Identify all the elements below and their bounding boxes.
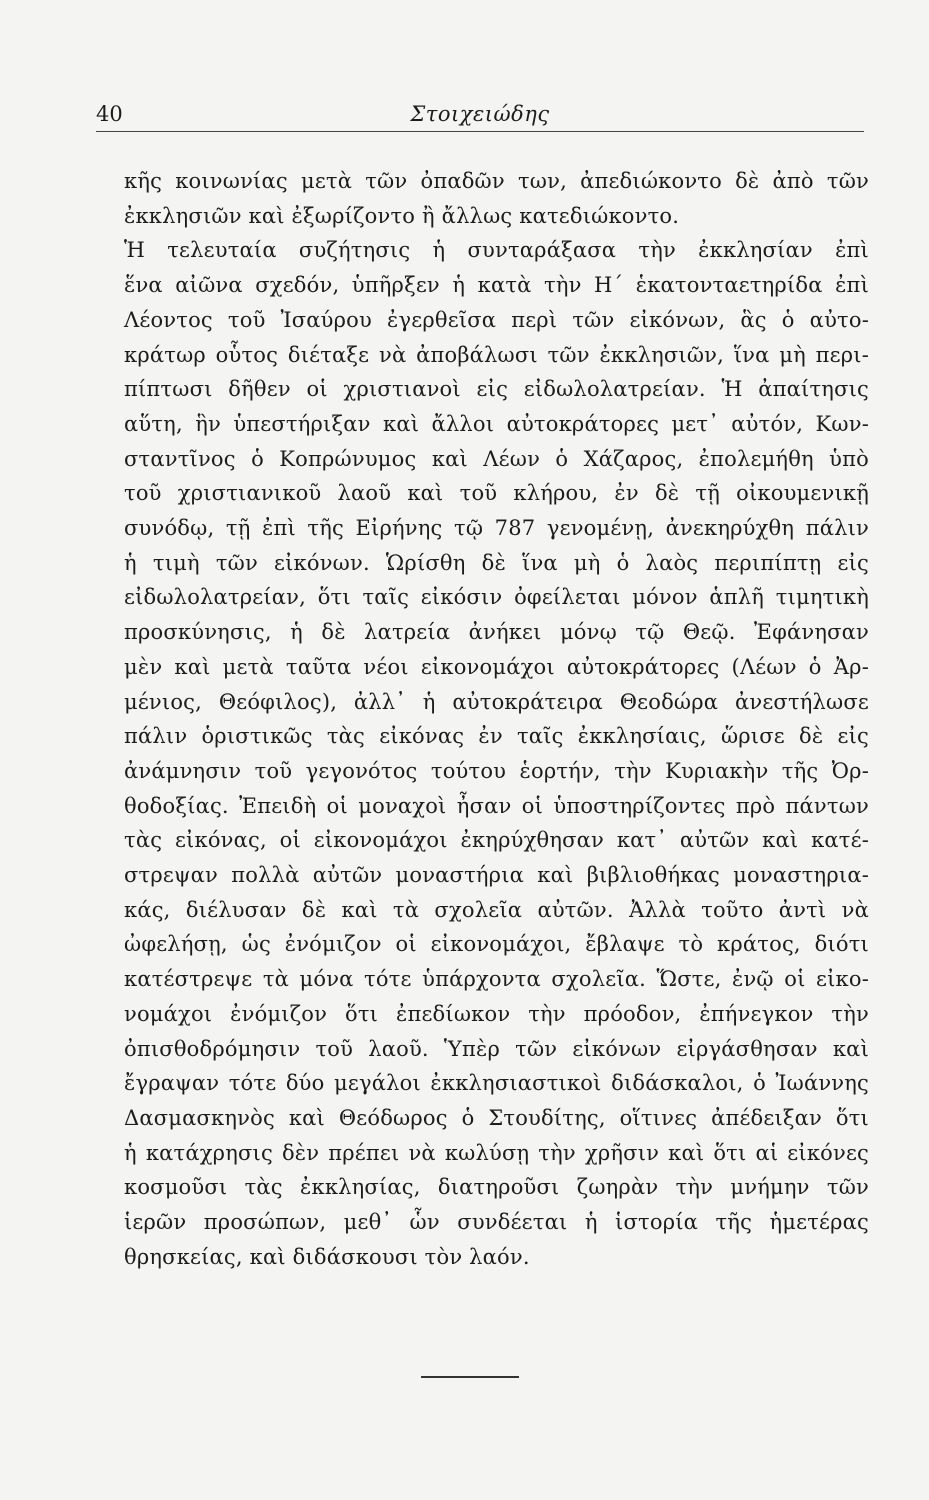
page-number: 40 xyxy=(96,102,123,126)
text-line: ἱερῶν προσώπων, μεθ᾽ ὧν συνδέεται ἡ ἱστορία τῆς ἡμετέρας xyxy=(124,1210,869,1235)
text-line: ἀνάμνησιν τοῦ γεγονότος τούτου ἑορτήν, τὴν Κυριακὴν τῆς Ὀρ- xyxy=(124,758,869,783)
text-line: συνόδῳ, τῇ ἐπὶ τῆς Εἰρήνης τῷ 787 γενομένῃ, ἀνεκηρύχθη πάλιν xyxy=(124,516,869,541)
section-end-rule xyxy=(421,1376,519,1378)
text-line: μένιος, Θεόφιλος), ἀλλ᾽ ἡ αὐτοκράτειρα Θεοδώρα ἀνεστήλωσε xyxy=(124,689,869,714)
text-line: Ἡ τελευταία συζήτησις ἡ συνταράξασα τὴν ἐκκλησίαν ἐπὶ xyxy=(124,238,869,263)
text-line: κάς, διέλυσαν δὲ καὶ τὰ σχολεῖα αὐτῶν. Ἀλλὰ τοῦτο ἀντὶ νὰ xyxy=(124,897,869,922)
text-line: κατέστρεψε τὰ μόνα τότε ὑπάρχοντα σχολεῖα. Ὥστε, ἐνῷ οἱ εἰκο- xyxy=(124,967,869,992)
text-line: ὀπισθοδρόμησιν τοῦ λαοῦ. Ὑπὲρ τῶν εἰκόνων εἰργάσθησαν καὶ xyxy=(124,1036,869,1061)
text-line: ἡ κατάχρησις δὲν πρέπει νὰ κωλύσῃ τὴν χρῆσιν καὶ ὅτι αἱ εἰκόνες xyxy=(124,1140,869,1165)
text-line: νομάχοι ἐνόμιζον ὅτι ἐπεδίωκον τὴν πρόοδον, ἐπήνεγκον τὴν xyxy=(124,1001,869,1026)
text-line: πίπτωσι δῆθεν οἱ χριστιανοὶ εἰς εἰδωλολατρείαν. Ἡ ἀπαίτησις xyxy=(124,377,869,402)
text-line: σταντῖνος ὁ Κοπρώνυμος καὶ Λέων ὁ Χάζαρος, ἐπολεμήθη ὑπὸ xyxy=(124,446,869,471)
text-line: τοῦ χριστιανικοῦ λαοῦ καὶ τοῦ κλήρου, ἐν δὲ τῇ οἰκουμενικῇ xyxy=(124,481,869,506)
text-line: πάλιν ὁριστικῶς τὰς εἰκόνας ἐν ταῖς ἐκκλησίαις, ὥρισε δὲ εἰς xyxy=(124,724,869,749)
text-line: Δασμασκηνὸς καὶ Θεόδωρος ὁ Στουδίτης, οἵτινες ἀπέδειξαν ὅτι xyxy=(124,1105,869,1130)
text-line: ἔγραψαν τότε δύο μεγάλοι ἐκκλησιαστικοὶ διδάσκαλοι, ὁ Ἰωάννης xyxy=(124,1071,869,1096)
text-line: κράτωρ οὗτος διέταξε νὰ ἀποβάλωσι τῶν ἐκκλησιῶν, ἵνα μὴ περι- xyxy=(124,342,869,367)
text-line: μὲν καὶ μετὰ ταῦτα νέοι εἰκονομάχοι αὐτοκράτορες (Λέων ὁ Ἀρ- xyxy=(124,654,869,679)
text-line: ὠφελήσῃ, ὡς ἐνόμιζον οἱ εἰκονομάχοι, ἔβλαψε τὸ κράτος, διότι xyxy=(124,932,869,957)
text-line: κοσμοῦσι τὰς ἐκκλησίας, διατηροῦσι ζωηρὰν τὴν μνήμην τῶν xyxy=(124,1175,869,1200)
text-line: Λέοντος τοῦ Ἰσαύρου ἐγερθεῖσα περὶ τῶν εἰκόνων, ἃς ὁ αὐτο- xyxy=(124,307,869,332)
text-line: τὰς εἰκόνας, οἱ εἰκονομάχοι ἐκηρύχθησαν κατ᾽ αὐτῶν καὶ κατέ- xyxy=(124,828,869,853)
running-title: Στοιχειώδης xyxy=(410,102,550,126)
text-line: ἡ τιμὴ τῶν εἰκόνων. Ὡρίσθη δὲ ἵνα μὴ ὁ λαὸς περιπίπτῃ εἰς xyxy=(124,550,869,575)
text-line: θρησκείας, καὶ διδάσκουσι τὸν λαόν. xyxy=(124,1244,530,1269)
text-line: εἰδωλολατρείαν, ὅτι ταῖς εἰκόσιν ὀφείλεται μόνον ἁπλῆ τιμητικὴ xyxy=(124,585,869,610)
header-rule xyxy=(96,131,864,132)
text-line: κῆς κοινωνίας μετὰ τῶν ὀπαδῶν των, ἀπεδιώκοντο δὲ ἀπὸ τῶν xyxy=(124,169,869,193)
text-line: ἕνα αἰῶνα σχεδόν, ὑπῆρξεν ἡ κατὰ τὴν Η΄ ἑκατονταετηρίδα ἐπὶ xyxy=(124,273,869,298)
page-header xyxy=(96,100,864,130)
text-line: αὕτη, ἣν ὑπεστήριξαν καὶ ἄλλοι αὐτοκράτορες μετ᾽ αὐτόν, Κων- xyxy=(124,411,869,436)
text-line: ἐκκλησιῶν καὶ ἐξωρίζοντο ἢ ἄλλως κατεδιώκοντο. xyxy=(124,203,680,228)
text-line: θοδοξίας. Ἐπειδὴ οἱ μοναχοὶ ἦσαν οἱ ὑποστηρίζοντες πρὸ πάντων xyxy=(124,793,869,818)
body-text xyxy=(124,164,869,1275)
text-line: στρεψαν πολλὰ αὐτῶν μοναστήρια καὶ βιβλιοθήκας μοναστηρια- xyxy=(124,863,869,888)
text-line: προσκύνησις, ἡ δὲ λατρεία ἀνήκει μόνῳ τῷ Θεῷ. Ἐφάνησαν xyxy=(124,620,869,645)
